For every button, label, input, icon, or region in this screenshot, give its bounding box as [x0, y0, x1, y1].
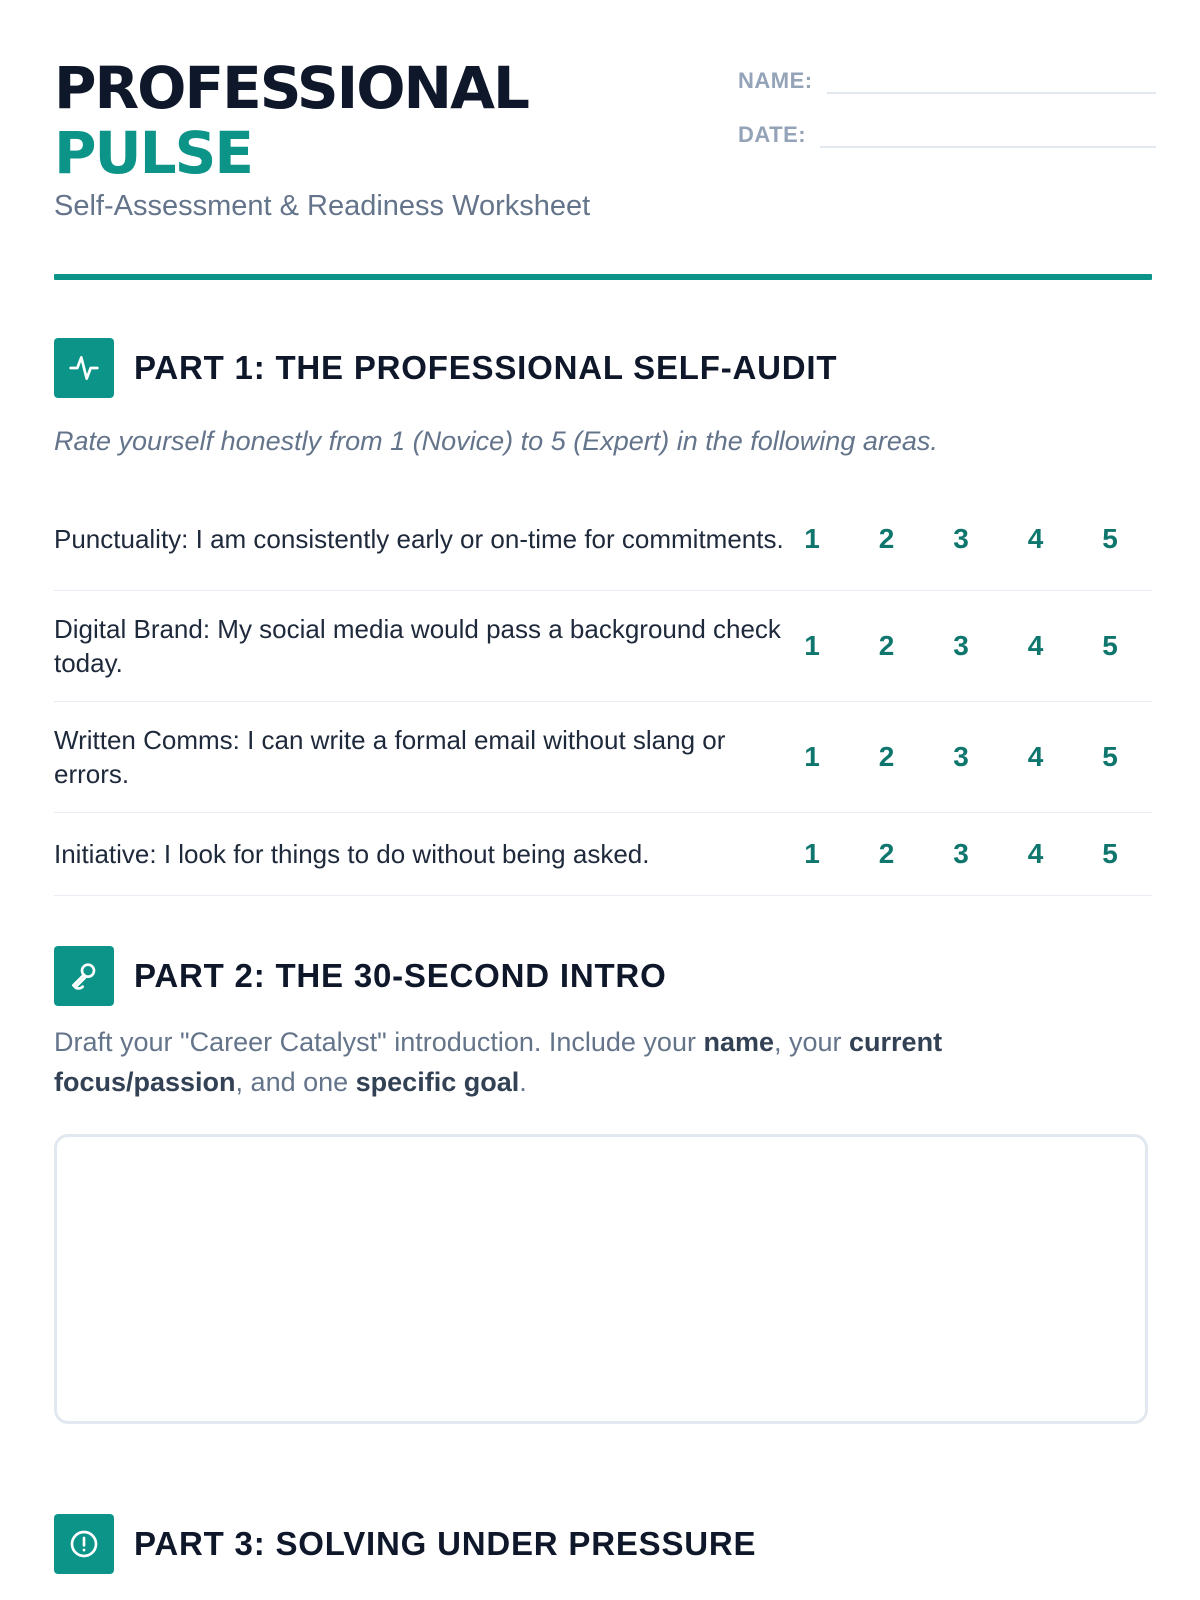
draft-text: , and one	[235, 1067, 356, 1097]
emphasis-name: name	[703, 1027, 774, 1057]
rating-option-4[interactable]: 4	[1027, 630, 1044, 661]
part2-title: PART 2: THE 30-SECOND INTRO	[134, 957, 667, 994]
part1-header	[54, 338, 837, 398]
microphone-icon	[54, 946, 114, 1006]
rating-statement: Initiative: I look for things to do without being asked.	[54, 839, 650, 869]
rating-list	[54, 488, 1152, 896]
rating-row	[54, 591, 1152, 702]
name-date-fields	[738, 56, 1156, 164]
rating-option-3[interactable]: 3	[953, 741, 969, 772]
page-subtitle: Self-Assessment & Readiness Worksheet	[54, 190, 591, 222]
rating-option-1[interactable]: 1	[804, 838, 820, 869]
rating-option-4[interactable]: 4	[1027, 523, 1044, 554]
rating-statement: Written Comms: I can write a formal email without slang or errors.	[54, 725, 726, 789]
draft-text: Draft your "Career Catalyst" introduction. Include your	[54, 1027, 704, 1057]
header-divider	[54, 274, 1152, 280]
rating-option-5[interactable]: 5	[1102, 741, 1118, 772]
date-label: DATE:	[738, 122, 807, 147]
date-row	[738, 110, 1156, 148]
part1-title: PART 1: THE PROFESSIONAL SELF-AUDIT	[134, 349, 838, 386]
part2-header	[54, 946, 667, 1006]
pulse-icon	[54, 338, 114, 398]
emphasis-goal: specific goal	[355, 1067, 520, 1097]
part2-instructions	[54, 1022, 1094, 1102]
draft-text: , your	[774, 1027, 850, 1057]
title-line-pulse: PULSE	[54, 119, 252, 187]
rating-scale	[792, 838, 1152, 870]
rating-option-2[interactable]: 2	[878, 741, 895, 772]
rating-scale	[792, 523, 1152, 555]
rating-statement: Digital Brand: My social media would pass a background check today.	[54, 614, 781, 678]
rating-option-1[interactable]: 1	[804, 523, 820, 554]
name-field[interactable]	[827, 64, 1156, 94]
draft-text: .	[519, 1067, 527, 1097]
rating-option-5[interactable]: 5	[1102, 838, 1118, 869]
alert-circle-icon	[54, 1514, 114, 1574]
rating-option-2[interactable]: 2	[878, 523, 895, 554]
rating-option-5[interactable]: 5	[1102, 523, 1118, 554]
rating-option-3[interactable]: 3	[953, 523, 969, 554]
rating-option-1[interactable]: 1	[804, 741, 820, 772]
brand-title	[54, 56, 528, 186]
emphasis-focus: current focus/passion	[54, 1027, 943, 1097]
name-row	[738, 56, 1156, 94]
part3-title: PART 3: SOLVING UNDER PRESSURE	[134, 1525, 757, 1562]
date-field[interactable]	[820, 118, 1156, 148]
rating-statement: Punctuality: I am consistently early or on-time for commitments.	[54, 524, 784, 554]
intro-answer-box[interactable]	[54, 1134, 1148, 1424]
rating-row	[54, 488, 1152, 591]
rating-option-1[interactable]: 1	[804, 630, 820, 661]
name-label: NAME:	[738, 68, 813, 93]
rating-option-4[interactable]: 4	[1027, 741, 1044, 772]
rating-option-3[interactable]: 3	[953, 838, 969, 869]
rating-option-3[interactable]: 3	[953, 630, 969, 661]
rating-row	[54, 702, 1152, 813]
rating-option-4[interactable]: 4	[1027, 838, 1044, 869]
part1-instructions: Rate yourself honestly from 1 (Novice) to 5 (Expert) in the following areas.	[54, 426, 938, 456]
rating-row	[54, 813, 1152, 896]
rating-scale	[792, 741, 1152, 773]
rating-option-5[interactable]: 5	[1102, 630, 1118, 661]
rating-option-2[interactable]: 2	[878, 630, 895, 661]
part3-header	[54, 1514, 756, 1574]
rating-option-2[interactable]: 2	[878, 838, 895, 869]
rating-scale	[792, 630, 1152, 662]
title-line-professional: PROFESSIONAL	[54, 54, 528, 122]
